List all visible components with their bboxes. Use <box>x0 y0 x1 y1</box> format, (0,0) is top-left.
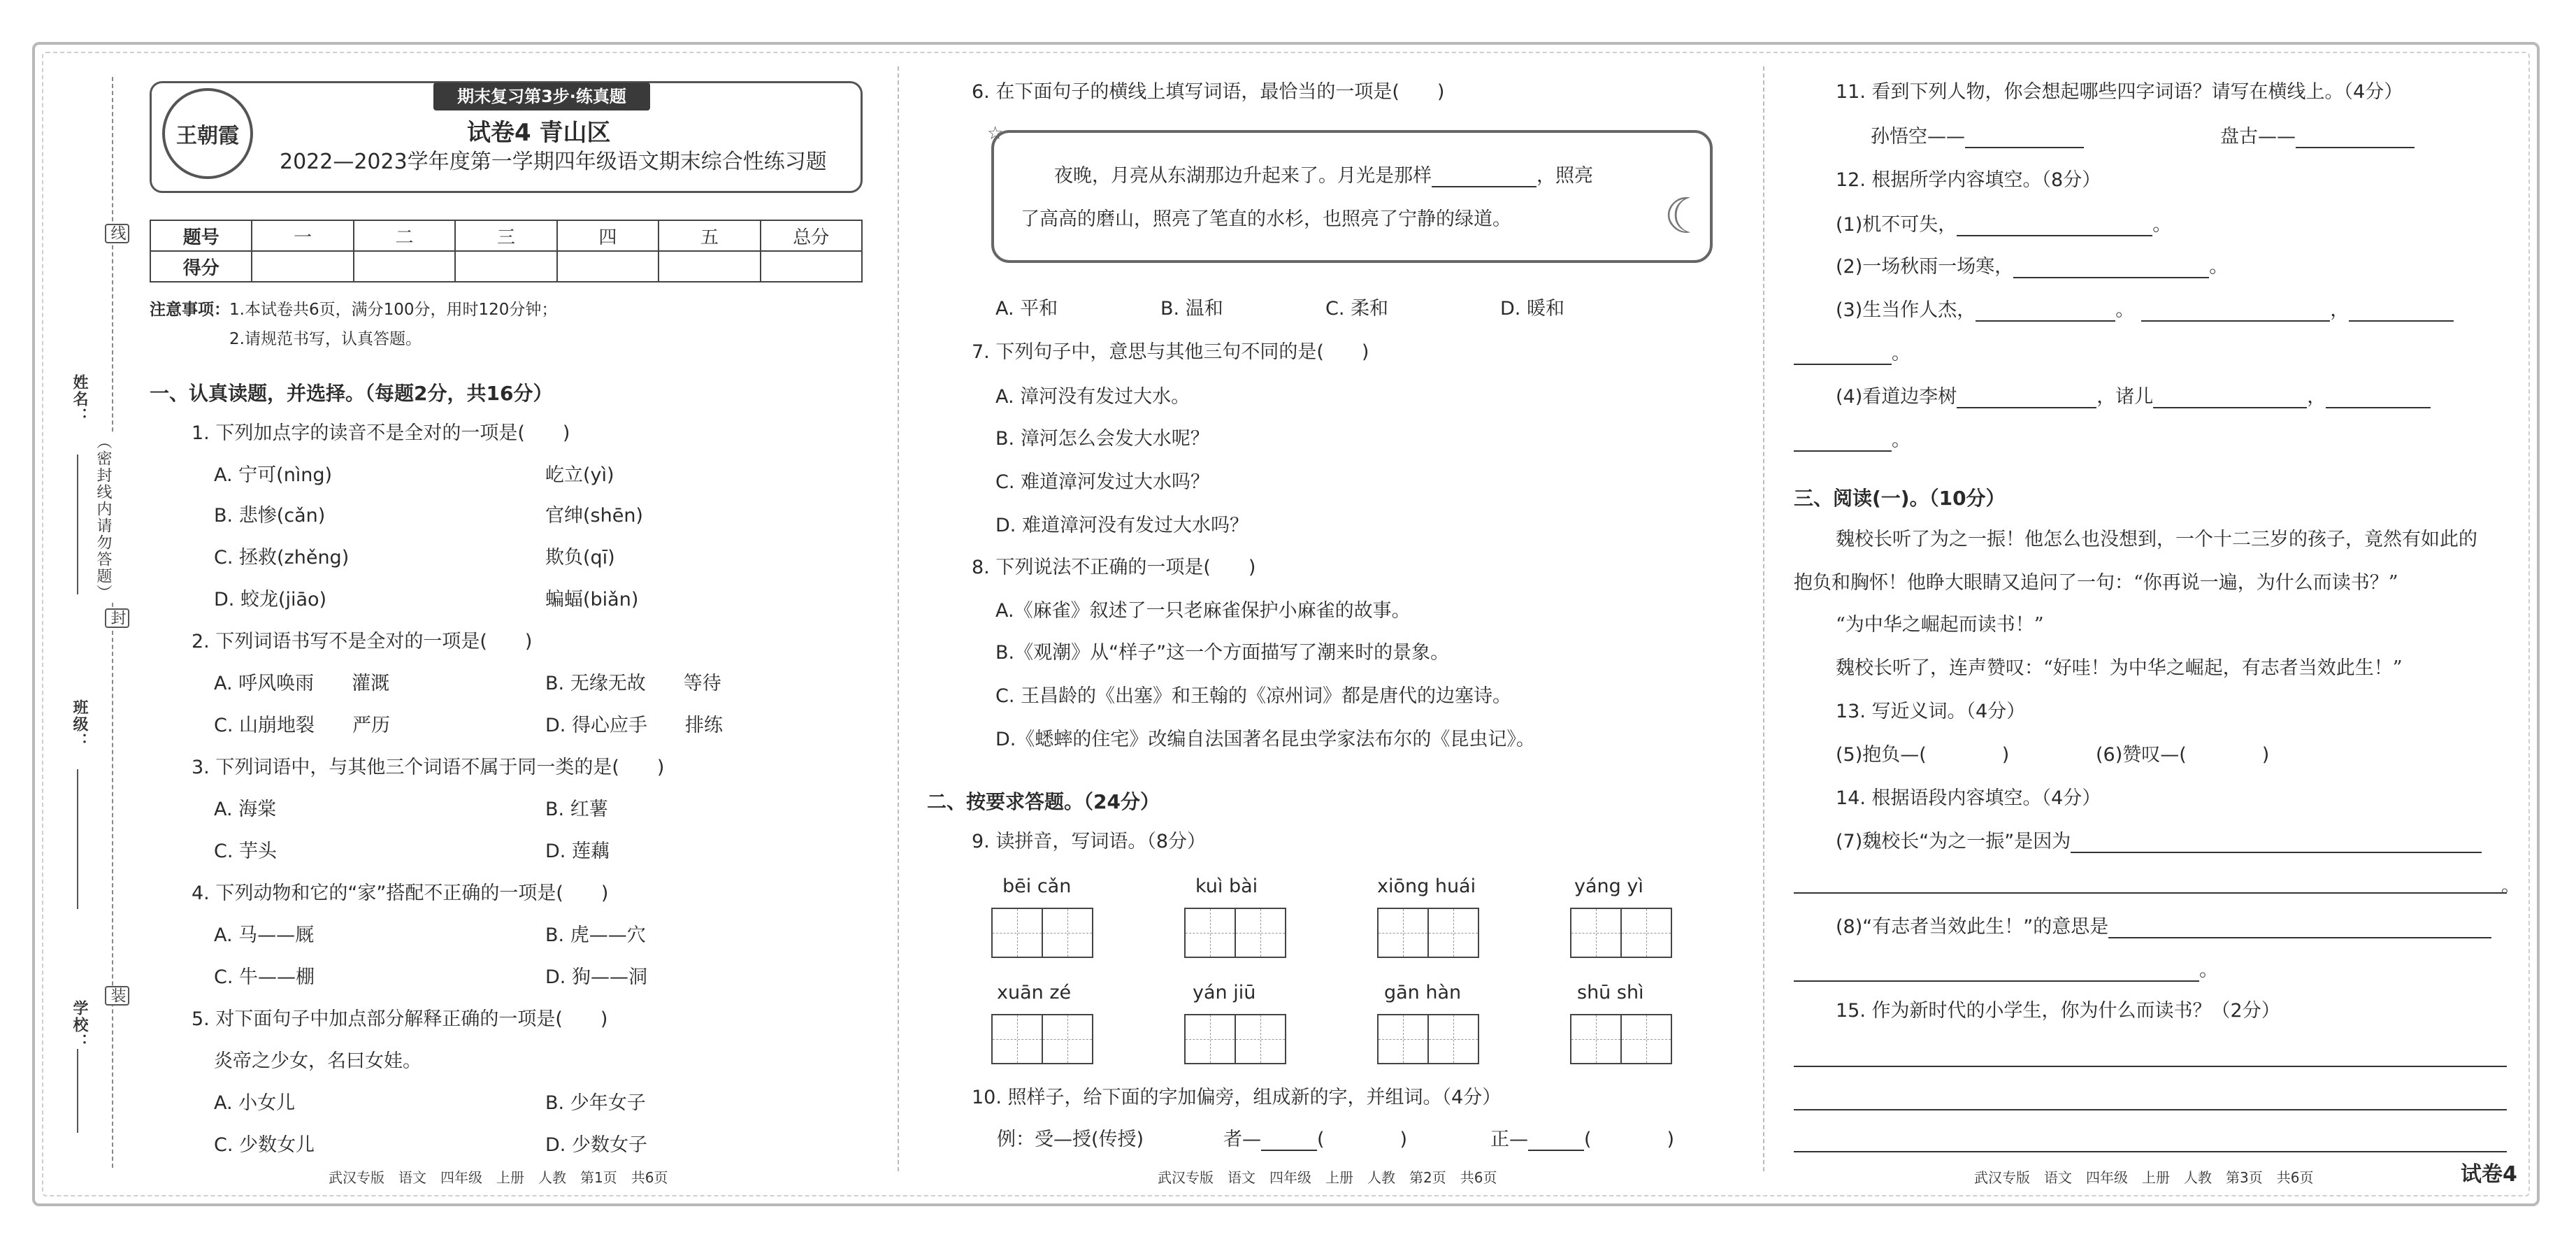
footer-page-3: 武汉专版 语文 四年级 上册 人教 第3页 共6页 <box>1974 1169 2314 1186</box>
q3-option-c[interactable]: C. 芋头 <box>214 841 278 862</box>
q5-option-b[interactable]: B. 少年女子 <box>545 1092 646 1114</box>
question-13: 13. 写近义词。（4分） <box>1836 701 2026 722</box>
score-header-cell: 总分 <box>761 220 862 251</box>
q7-option-d[interactable]: D. 难道漳河没有发过大水吗？ <box>995 515 1249 536</box>
q12-item-3[interactable]: (3)生当作人杰， 。 ， <box>1836 299 2454 322</box>
q3-option-a[interactable]: A. 海棠 <box>214 799 277 820</box>
q6-option-d[interactable]: D. 暖和 <box>1500 298 1564 320</box>
q1-option-d2: 蝙蝠(biǎn) <box>545 589 639 610</box>
q14-item-8-cont[interactable]: 。 <box>1794 959 2218 982</box>
pinyin: xiōng huái <box>1377 875 1476 897</box>
reading-line-1: 魏校长听了为之一振！他怎么也没想到，一个十二三岁的孩子，竟然有如此的 <box>1836 529 2477 550</box>
q11-item-a[interactable]: 孙悟空—— <box>1871 126 2084 148</box>
q2-option-a[interactable]: A. 呼风唤雨 灌溉 <box>214 673 390 694</box>
q5-sentence: 炎帝之少女，名曰女娃。 <box>214 1050 422 1072</box>
question-2: 2. 下列词语书写不是全对的一项是( ) <box>192 631 533 652</box>
q7-option-b[interactable]: B. 漳河怎么会发大水呢？ <box>995 428 1209 450</box>
star-icon: ☆ <box>987 123 1004 144</box>
q15-answer-line[interactable] <box>1794 1151 2507 1152</box>
q4-option-a[interactable]: A. 马——厩 <box>214 924 315 946</box>
q10-item-a[interactable]: 者— ( ) <box>1223 1129 1408 1150</box>
seal-warning: （密封线内请勿答题） <box>92 434 114 601</box>
reading-line-3: “为中华之崛起而读书！” <box>1836 614 2044 636</box>
q6-blank[interactable] <box>1432 168 1537 187</box>
q1-option-d[interactable]: D. 蛟龙(jiāo) <box>214 589 327 610</box>
question-4: 4. 下列动物和它的“家”搭配不正确的一项是( ) <box>192 882 609 904</box>
q6-passage-line1: 夜晚，月亮从东湖那边升起来了。月光是那样 ，照亮 <box>1054 165 1593 187</box>
pinyin: gān hàn <box>1384 982 1462 1003</box>
q6-passage-line2: 了高高的磨山，照亮了笔直的水杉，也照亮了宁静的绿道。 <box>1021 208 1511 230</box>
question-7: 7. 下列句子中，意思与其他三句不同的是( ) <box>972 341 1369 363</box>
q13-item-6[interactable]: (6)赞叹—( ) <box>2096 744 2270 766</box>
question-3: 3. 下列词语中，与其他三个词语不属于同一类的是( ) <box>192 757 665 778</box>
score-header-cell: 五 <box>659 220 760 251</box>
q6-option-b[interactable]: B. 温和 <box>1160 298 1223 320</box>
column-divider <box>1763 66 1764 1171</box>
q14-answer-line[interactable] <box>1794 892 2507 894</box>
q12-item-3-cont[interactable]: 。 <box>1794 343 1911 365</box>
score-input-cell[interactable] <box>354 251 455 282</box>
moon-icon: ☾ <box>1664 187 1708 245</box>
score-input-cell[interactable] <box>557 251 659 282</box>
score-header-cell: 题号 <box>150 220 252 251</box>
score-input-cell[interactable] <box>252 251 353 282</box>
q2-option-d[interactable]: D. 得心应手 排练 <box>545 715 723 736</box>
q5-option-c[interactable]: C. 少数女儿 <box>214 1134 315 1156</box>
question-12: 12. 根据所学内容填空。（8分） <box>1836 169 2101 191</box>
score-header-cell: 二 <box>354 220 455 251</box>
q6-option-c[interactable]: C. 柔和 <box>1325 298 1389 320</box>
score-header-cell: 四 <box>557 220 659 251</box>
school-line[interactable] <box>77 1049 78 1133</box>
question-14: 14. 根据语段内容填空。（4分） <box>1836 787 2101 809</box>
question-1: 1. 下列加点字的读音不是全对的一项是( ) <box>192 422 570 444</box>
note-1: 1.本试卷共6页，满分100分，用时120分钟； <box>229 301 558 319</box>
score-input-cell[interactable] <box>455 251 556 282</box>
q10-item-b[interactable]: 正— ( ) <box>1490 1129 1675 1150</box>
pinyin: yán jiū <box>1193 982 1256 1003</box>
q2-option-b[interactable]: B. 无缘无故 等待 <box>545 673 721 694</box>
question-6: 6. 在下面句子的横线上填写词语，最恰当的一项是( ) <box>972 81 1445 103</box>
q4-option-b[interactable]: B. 虎——穴 <box>545 924 646 946</box>
question-11: 11. 看到下列人物，你会想起哪些四字词语？请写在横线上。（4分） <box>1836 81 2403 103</box>
q14-item-7[interactable]: (7)魏校长“为之一振”是因为 <box>1836 831 2482 853</box>
class-label: 班级： <box>71 699 88 750</box>
reading-line-2: 抱负和胸怀！他睁大眼睛又追问了一句：“你再说一遍，为什么而读书？” <box>1794 572 2398 594</box>
pinyin: xuān zé <box>997 982 1072 1003</box>
score-row-label: 得分 <box>150 251 252 282</box>
score-header-cell: 三 <box>455 220 556 251</box>
q1-option-a[interactable]: A. 宁可(nìng) <box>214 464 333 486</box>
score-header-cell: 一 <box>252 220 353 251</box>
q5-option-a[interactable]: A. 小女儿 <box>214 1092 296 1114</box>
score-input-cell[interactable] <box>659 251 760 282</box>
question-5: 5. 对下面句子中加点部分解释正确的一项是( ) <box>192 1008 608 1030</box>
q12-item-4-cont[interactable]: 。 <box>1794 429 1911 452</box>
q8-option-a[interactable]: A.《麻雀》叙述了一只老麻雀保护小麻雀的故事。 <box>995 600 1411 622</box>
q4-option-d[interactable]: D. 狗——洞 <box>545 966 647 988</box>
brand-logo-icon: 王朝霞 <box>162 88 253 179</box>
q7-option-c[interactable]: C. 难道漳河发过大水吗？ <box>995 471 1210 493</box>
q1-option-b[interactable]: B. 悲惨(cǎn) <box>214 505 326 527</box>
q14-item-8[interactable]: (8)“有志者当效此生！”的意思是 <box>1836 916 2491 938</box>
class-line[interactable] <box>77 769 78 909</box>
seal-char-2: 封 <box>105 608 129 628</box>
reading-line-4: 魏校长听了，连声赞叹：“好哇！为中华之崛起，有志者当效此生！” <box>1836 657 2403 679</box>
question-10: 10. 照样子，给下面的字加偏旁，组成新的字，并组词。（4分） <box>972 1087 1502 1108</box>
question-9: 9. 读拼音，写词语。（8分） <box>972 831 1207 852</box>
pinyin: shū shì <box>1577 982 1644 1003</box>
question-8: 8. 下列说法不正确的一项是( ) <box>972 557 1256 578</box>
score-input-cell[interactable] <box>761 251 862 282</box>
writing-grid[interactable] <box>1570 1014 1672 1064</box>
seal-char-1: 线 <box>105 224 129 243</box>
school-label: 学校： <box>71 1000 88 1050</box>
q11-item-b[interactable]: 盘古—— <box>2220 126 2415 148</box>
q12-item-2[interactable]: (2)一场秋雨一场寒， 。 <box>1836 256 2229 278</box>
writing-grid[interactable] <box>991 908 1093 958</box>
q12-item-1[interactable]: (1)机不可失， 。 <box>1836 214 2172 236</box>
q7-option-a[interactable]: A. 漳河没有发过大水。 <box>995 386 1190 408</box>
section-3-title: 三、阅读(一)。（10分） <box>1794 487 2006 510</box>
score-table <box>150 220 863 283</box>
name-line[interactable] <box>77 455 78 594</box>
name-label: 姓名： <box>71 374 88 424</box>
q13-item-5[interactable]: (5)抱负—( ) <box>1836 744 2010 766</box>
pinyin: bēi cǎn <box>1002 875 1072 897</box>
pinyin: yáng yì <box>1574 875 1643 897</box>
footer-page-2: 武汉专版 语文 四年级 上册 人教 第2页 共6页 <box>1158 1169 1497 1186</box>
q15-answer-line[interactable] <box>1794 1109 2507 1110</box>
q4-option-c[interactable]: C. 牛——棚 <box>214 966 315 988</box>
q5-option-d[interactable]: D. 少数女子 <box>545 1134 647 1156</box>
paper-tag: 试卷4 <box>2461 1162 2517 1187</box>
section-1-title: 一、认真读题，并选择。（每题2分，共16分） <box>150 382 553 405</box>
q8-option-c[interactable]: C. 王昌龄的《出塞》和王翰的《凉州词》都是唐代的边塞诗。 <box>995 685 1512 707</box>
paper-subtitle: 2022—2023学年度第一学期四年级语文期末综合性练习题 <box>280 150 827 174</box>
q6-option-a[interactable]: A. 平和 <box>995 298 1058 320</box>
footer-page-1: 武汉专版 语文 四年级 上册 人教 第1页 共6页 <box>329 1169 668 1186</box>
writing-grid[interactable] <box>1570 908 1672 958</box>
pinyin: kuì bài <box>1195 875 1258 897</box>
writing-grid[interactable] <box>1184 908 1286 958</box>
q3-option-d[interactable]: D. 莲藕 <box>545 841 610 862</box>
q1-option-b2: 官绅(shēn) <box>545 505 643 527</box>
q3-option-b[interactable]: B. 红薯 <box>545 799 608 820</box>
writing-grid[interactable] <box>1377 908 1479 958</box>
writing-grid[interactable] <box>991 1014 1093 1064</box>
q1-option-a2: 屹立(yì) <box>545 464 614 486</box>
header-banner: 期末复习第3步·练真题 <box>433 83 650 110</box>
writing-grid[interactable] <box>1377 1014 1479 1064</box>
q8-option-d[interactable]: D.《蟋蟀的住宅》改编自法国著名昆虫学家法布尔的《昆虫记》。 <box>995 729 1535 750</box>
notes-label: 注意事项： <box>150 301 230 319</box>
q12-item-4[interactable]: (4)看道边李树 ，诸儿 ， <box>1836 386 2431 408</box>
q2-option-c[interactable]: C. 山崩地裂 严历 <box>214 715 391 736</box>
question-15: 15. 作为新时代的小学生，你为什么而读书？（2分） <box>1836 1000 2280 1022</box>
section-2-title: 二、按要求答题。（24分） <box>927 790 1160 813</box>
q14-period: 。 <box>2501 875 2520 897</box>
column-divider <box>898 66 899 1171</box>
paper-title: 试卷4 青山区 <box>467 119 611 147</box>
writing-grid[interactable] <box>1184 1014 1286 1064</box>
q1-option-c[interactable]: C. 拯救(zhěng) <box>214 547 350 569</box>
seal-char-3: 装 <box>105 986 129 1006</box>
passage-box <box>991 130 1713 263</box>
q1-option-c2: 欺负(qī) <box>545 547 615 569</box>
q10-example: 例：受—授(传授) <box>997 1129 1144 1150</box>
q15-answer-line[interactable] <box>1794 1066 2507 1067</box>
note-2: 2.请规范书写，认真答题。 <box>229 330 422 348</box>
q8-option-b[interactable]: B.《观潮》从“样子”这一个方面描写了潮来时的景象。 <box>995 642 1450 664</box>
